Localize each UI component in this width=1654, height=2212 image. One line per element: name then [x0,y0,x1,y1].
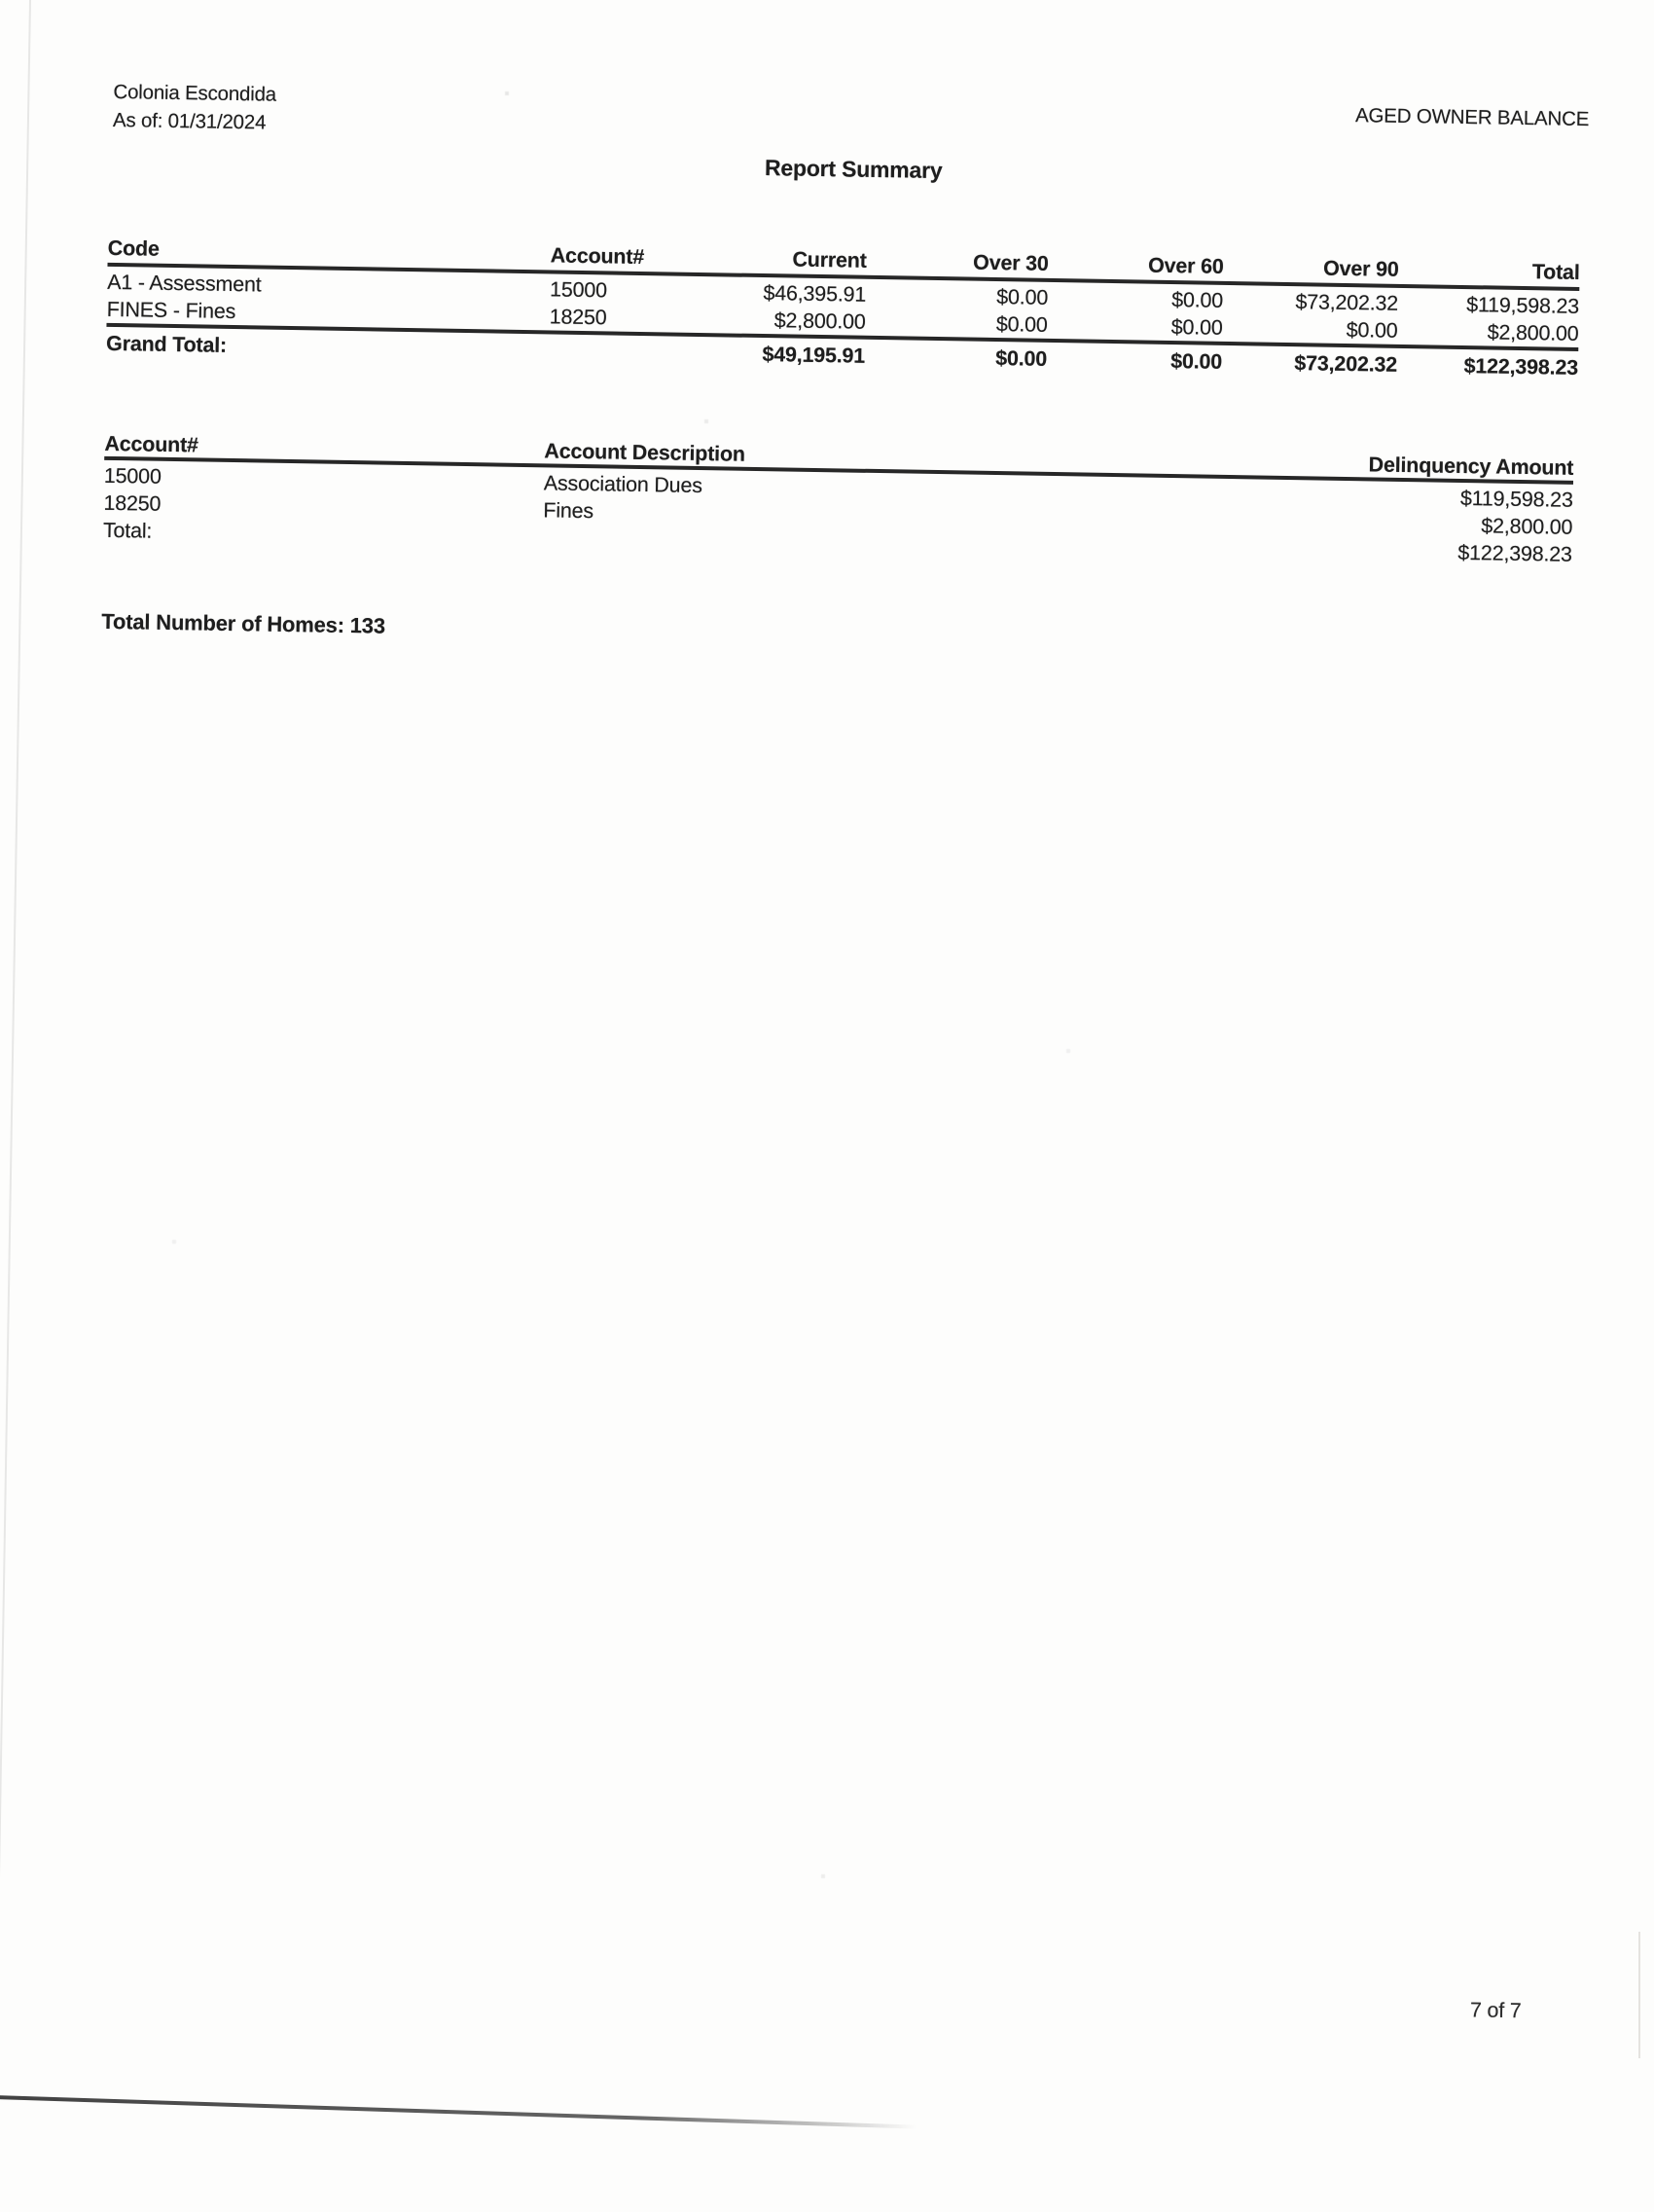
cell-description-empty [543,526,964,556]
community-name: Colonia Escondida [113,80,277,106]
page-edge-artifact-left [0,0,31,2185]
cell-amount: $119,598.23 [1459,486,1573,512]
cell-description: Association Dues [543,471,702,498]
col-header-over90: Over 90 [1322,256,1399,281]
aging-summary-table [106,237,1580,381]
cell-amount: $2,800.00 [1481,514,1573,539]
grand-total-total: $122,398.23 [1463,353,1579,380]
cell-over90: $0.00 [1346,317,1398,343]
col-header-over60: Over 60 [1147,253,1224,278]
cell-over60: $0.00 [1171,288,1224,312]
cell-over90: $73,202.32 [1295,290,1399,315]
total-homes-label: Total Number of Homes: [101,608,345,637]
scan-noise [0,0,2,2]
cell-code: FINES - Fines [106,297,236,324]
report-header-left [113,78,276,137]
cell-over60: $0.00 [1170,315,1223,340]
total-homes-value: 133 [349,613,386,638]
cell-over30: $0.00 [995,312,1048,337]
delinquency-table [103,433,1574,566]
total-amount: $122,398.23 [1457,540,1572,566]
cell-account: 15000 [103,463,162,489]
report-type: AGED OWNER BALANCE [1354,104,1590,131]
page-number: 7 of 7 [1469,1998,1522,2023]
cell-account-empty [549,339,714,366]
grand-total-over90: $73,202.32 [1294,351,1398,377]
cell-total: $2,800.00 [1487,320,1579,345]
cell-account: 18250 [549,305,607,330]
cell-over30: $0.00 [996,285,1049,309]
col-header-account: Account# [104,431,199,457]
page-edge-artifact-right [1638,1932,1640,2058]
grand-total-over60: $0.00 [1170,349,1223,374]
col-header-over30: Over 30 [972,250,1049,275]
col-header-description: Account Description [544,439,746,466]
grand-total-over30: $0.00 [995,346,1048,371]
col-header-account: Account# [550,243,645,270]
grand-total-label: Grand Total: [105,331,228,357]
cell-current: $46,395.91 [763,281,867,307]
cell-current: $2,800.00 [773,308,866,334]
cell-account: 15000 [549,277,608,303]
col-header-total: Total [1531,260,1580,284]
report-title: Report Summary [764,155,943,184]
total-label: Total: [102,518,153,543]
col-header-delinquency-amount: Delinquency Amount [1368,453,1574,480]
grand-total-current: $49,195.91 [762,343,866,368]
col-header-current: Current [792,247,867,272]
col-header-code: Code [107,236,160,261]
cell-description: Fines [543,498,594,524]
as-of-date: As of: 01/31/2024 [112,108,267,134]
cell-code: A1 - Assessment [107,270,262,297]
cell-account: 18250 [103,490,162,516]
total-homes-line [101,609,385,639]
cell-total: $119,598.23 [1466,293,1580,318]
